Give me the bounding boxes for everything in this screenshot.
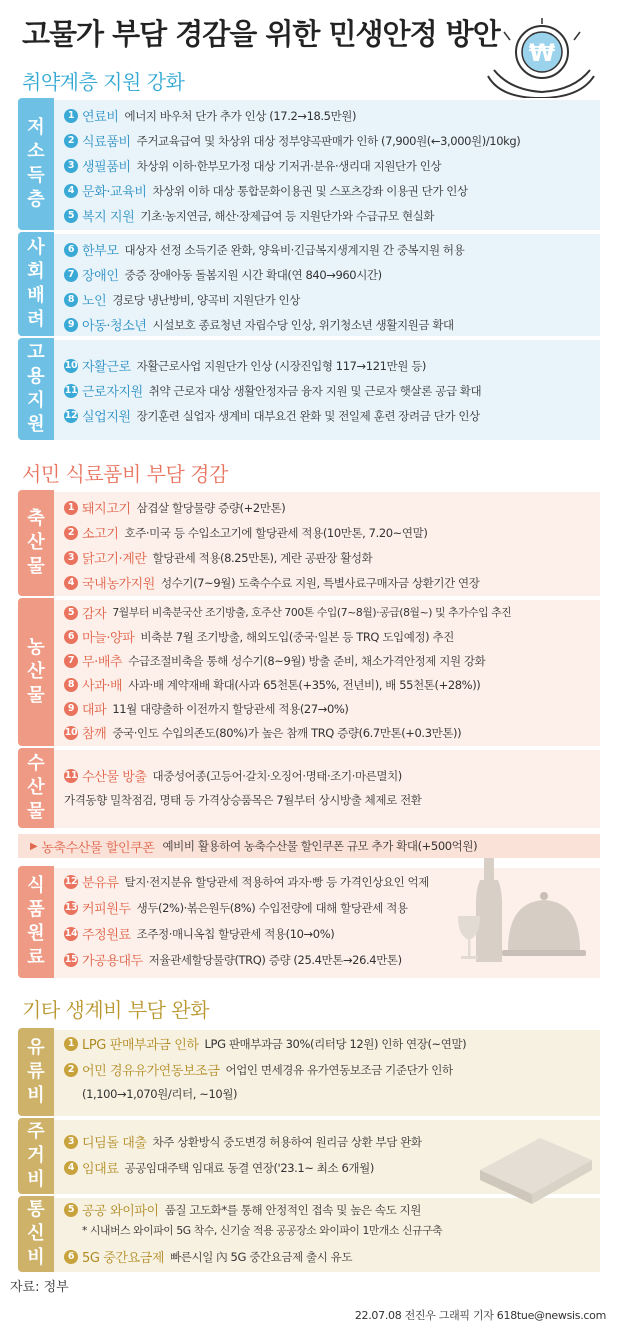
group-housing: 주 거 비 3 디딤돌 대출 차주 상환방식 중도변경 허용하여 원리금 상환 부담 완화 4 임대료 공공임대주택 임대료 동결 연장('23.1~ 최소 6개월) bbox=[18, 1118, 600, 1194]
group-social-care: 사 회 배 려 6 한부모 대상자 선정 소득기준 완화, 양육비·긴급복지생계지원 간 중복지원 허용 7 장애인 중증 장애아동 돌봄지원 시간 확대(연 840→960시간) 8 노인 경로당 냉난방비, 양곡비 지원단가 인상 9 아동·청소년 시설보호 종료청년 자립수당 인상, 위기청소년 생활지원금 확대 bbox=[18, 232, 600, 336]
list-item: 4 국내농가지원 성수기(7~9월) 도축수수료 지원, 특별사료구매자금 상환기간 연장 bbox=[64, 573, 479, 592]
list-item: 1 연료비 에너지 바우처 단가 추가 인상 (17.2→18.5만원) bbox=[64, 106, 356, 125]
triangle-icon: ▶ bbox=[30, 840, 38, 852]
coupon-banner: ▶ 농축수산물 할인쿠폰 예비비 활용하여 농축수산물 할인쿠폰 규모 추가 확대(+500억원) bbox=[18, 834, 600, 858]
list-item: 8 노인 경로당 냉난방비, 양곡비 지원단가 인상 bbox=[64, 290, 300, 309]
list-item: (1,100→1,070원/리터, ~10월) bbox=[82, 1087, 238, 1101]
list-item: 13 커피원두 생두(2%)·볶은원두(8%) 수입전량에 대해 할당관세 적용 bbox=[64, 900, 408, 917]
section-heading-food: 서민 식료품비 부담 경감 bbox=[22, 462, 228, 486]
cloche-icon bbox=[502, 892, 586, 956]
list-item: 3 생필품비 차상위 이하·한부모가정 대상 기저귀·분유·생리대 지원단가 인상 bbox=[64, 156, 441, 175]
group-agriculture: 농 산 물 5 감자 7월부터 비축분국산 조기방출, 호주산 700톤 수입(7~8월)·공급(8월~) 및 추가수입 추진 6 마늘·양파 비축분 7월 조기방출, 해외도입(중국·일본 등 TRQ 도입예정) 추진 7 무·배추 수급조절비축을 통해 성수기(8~9월) 방출 준비, 채소가격안정제 지원 강화 8 사과·배 사과·배 계약재배 확대(사과 65천톤(+35%, 전년비), 배 55천톤(+28%)) 9 대파 11월 대량출하 이전까지 할당관세 적용(27→0%) 10 참깨 중국·인도 수입의존도(80%)가 높은 참깨 TRQ 증량(6.7만톤(+0.3만톤)) bbox=[18, 598, 600, 746]
group-livestock: 축 산 물 1 돼지고기 삼겹살 할당물량 증량(+2만톤) 2 소고기 호주·미국 등 수입소고기에 할당관세 적용(10만톤, 7.20~연말) 3 닭고기·계란 할당관세 적용(8.25만톤), 계란 공판장 활성화 4 국내농가지원 성수기(7~9월) 도축수수료 지원, 특별사료구매자금 상환기간 연장 bbox=[18, 490, 600, 596]
list-item: 6 5G 중간요금제 빠른시일 內 5G 중간요금제 출시 유도 bbox=[64, 1247, 352, 1266]
list-item: 4 문화·교육비 차상위 이하 대상 통합문화이용권 및 스포츠강좌 이용권 단가 인상 bbox=[64, 181, 468, 200]
list-item: 6 한부모 대상자 선정 소득기준 완화, 양육비·긴급복지생계지원 간 중복지원 허용 bbox=[64, 240, 464, 259]
list-item: 10 참깨 중국·인도 수입의존도(80%)가 높은 참깨 TRQ 증량(6.7만톤(+0.3만톤)) bbox=[64, 725, 462, 742]
list-item: 2 소고기 호주·미국 등 수입소고기에 할당관세 적용(10만톤, 7.20~연말) bbox=[64, 523, 427, 542]
list-item: 가격동향 밀착점검, 명태 등 가격상승품목은 7월부터 상시방출 체제로 전환 bbox=[64, 793, 422, 807]
group-telecom: 통 신 비 5 공공 와이파이 품질 고도화*를 통해 안정적인 접속 및 높은 속도 지원 * 시내버스 와이파이 5G 착수, 신기술 적용 공공장소 와이파이 1만개소 신규구축 6 5G 중간요금제 빠른시일 內 5G 중간요금제 출시 유도 bbox=[18, 1196, 600, 1272]
list-item: 7 무·배추 수급조절비축을 통해 성수기(8~9월) 방출 준비, 채소가격안정제 지원 강화 bbox=[64, 651, 485, 670]
list-item: 5 공공 와이파이 품질 고도화*를 통해 안정적인 접속 및 높은 속도 지원 bbox=[64, 1200, 421, 1219]
group-food-ingredients: 식 품 원 료 12 분유류 탈지·전지분유 할당관세 적용하여 과자·빵 등 가격인상요인 억제 13 커피원두 생두(2%)·볶은원두(8%) 수입전량에 대해 할당관세 적용 14 주정원료 조주정·매니옥칩 할당관세 적용(10→0%) 15 가공용대두 저율관세할당물량(TRQ) 증량 (25.4만톤→26.4만톤) bbox=[18, 866, 600, 978]
list-item: 5 감자 7월부터 비축분국산 조기방출, 호주산 700톤 수입(7~8월)·공급(8월~) 및 추가수입 추진 bbox=[64, 603, 511, 622]
group-low-income bbox=[18, 98, 600, 230]
list-item: 2 어민 경유유가연동보조금 어업인 면세경유 유가연동보조금 기준단가 인하 bbox=[64, 1060, 453, 1079]
list-item: 1 돼지고기 삼겹살 할당물량 증량(+2만톤) bbox=[64, 498, 285, 517]
svg-text:₩: ₩ bbox=[528, 39, 556, 67]
food-illustration bbox=[450, 850, 590, 970]
list-item: 3 닭고기·계란 할당관세 적용(8.25만톤), 계란 공판장 활성화 bbox=[64, 548, 372, 567]
credit-line: 22.07.08 전진우 그래픽 기자 618tue@newsis.com bbox=[354, 1309, 606, 1322]
list-item: 10 자활근로 자활근로사업 지원단가 인상 (시장진입형 117→121만원 등) bbox=[64, 358, 427, 375]
list-item: 12 분유류 탈지·전지분유 할당관세 적용하여 과자·빵 등 가격인상요인 억제 bbox=[64, 874, 429, 891]
section-heading-living-cost: 기타 생계비 부담 완화 bbox=[22, 998, 209, 1022]
list-item: 15 가공용대두 저율관세할당물량(TRQ) 증량 (25.4만톤→26.4만톤) bbox=[64, 952, 402, 969]
page-title: 고물가 부담 경감을 위한 민생안정 방안 bbox=[22, 17, 500, 51]
bottle-icon bbox=[476, 858, 502, 962]
list-item: 14 주정원료 조주정·매니옥칩 할당관세 적용(10→0%) bbox=[64, 926, 335, 943]
list-item: 11 수산물 방출 대중성어종(고등어·갈치·오징어·명태·조기·마른멸치) bbox=[64, 768, 402, 785]
book-icon bbox=[470, 1130, 600, 1210]
list-item: * 시내버스 와이파이 5G 착수, 신기술 적용 공공장소 와이파이 1만개소 신규구축 bbox=[82, 1224, 443, 1237]
list-item: 12 실업지원 장기훈련 실업자 생계비 대부요건 완화 및 전일제 훈련 장려금 단가 인상 bbox=[64, 408, 480, 425]
list-item: 9 아동·청소년 시설보호 종료청년 자립수당 인상, 위기청소년 생활지원금 확대 bbox=[64, 315, 454, 334]
group-employment: 고 용 지 원 10 자활근로 자활근로사업 지원단가 인상 (시장진입형 117→121만원 등) 11 근로자지원 취약 근로자 대상 생활안정자금 융자 지원 및 근로자 햇살론 공급 확대 12 실업지원 장기훈련 실업자 생계비 대부요건 완화 및 전일제 훈련 장려금 단가 인상 bbox=[18, 338, 600, 440]
list-item: 1 LPG 판매부과금 인하 LPG 판매부과금 30%(리터당 12원) 인하 연장(~연말) bbox=[64, 1034, 466, 1053]
list-item: 9 대파 11월 대량출하 이전까지 할당관세 적용(27→0%) bbox=[64, 699, 349, 718]
list-item: 3 디딤돌 대출 차주 상환방식 중도변경 허용하여 원리금 상환 부담 완화 bbox=[64, 1132, 422, 1151]
list-item: 11 근로자지원 취약 근로자 대상 생활안정자금 융자 지원 및 근로자 햇살론 공급 확대 bbox=[64, 383, 482, 400]
list-item: 7 장애인 중증 장애아동 돌봄지원 시간 확대(연 840→960시간) bbox=[64, 265, 382, 284]
won-coin-hand-icon bbox=[480, 18, 600, 100]
group-tab: 저 소 득 층 bbox=[18, 98, 54, 230]
list-item: 6 마늘·양파 비축분 7월 조기방출, 해외도입(중국·일본 등 TRQ 도입예정) 추진 bbox=[64, 627, 454, 646]
list-item: 2 식료품비 주거교육급여 및 차상위 대상 정부양곡판매가 인하 (7,900원(←3,000원)/10kg) bbox=[64, 131, 520, 150]
group-seafood: 수 산 물 11 수산물 방출 대중성어종(고등어·갈치·오징어·명태·조기·마른멸치) 가격동향 밀착점검, 명태 등 가격상승품목은 7월부터 상시방출 체제로 전환 bbox=[18, 748, 600, 828]
list-item: 4 임대료 공공임대주택 임대료 동결 연장('23.1~ 최소 6개월) bbox=[64, 1158, 374, 1177]
section-heading-vulnerable: 취약계층 지원 강화 bbox=[22, 70, 185, 94]
list-item: 5 복지 지원 기초·농지연금, 해산·장제급여 등 지원단가와 수급규모 현실화 bbox=[64, 206, 434, 225]
source-note: 자료: 정부 bbox=[10, 1280, 69, 1295]
list-item: 8 사과·배 사과·배 계약재배 확대(사과 65천톤(+35%, 전년비), 배 55천톤(+28%)) bbox=[64, 675, 480, 694]
group-fuel: 유 류 비 1 LPG 판매부과금 인하 LPG 판매부과금 30%(리터당 12원) 인하 연장(~연말) 2 어민 경유유가연동보조금 어업인 면세경유 유가연동보조금 기준단가 인하 (1,100→1,070원/리터, ~10월) bbox=[18, 1028, 600, 1116]
